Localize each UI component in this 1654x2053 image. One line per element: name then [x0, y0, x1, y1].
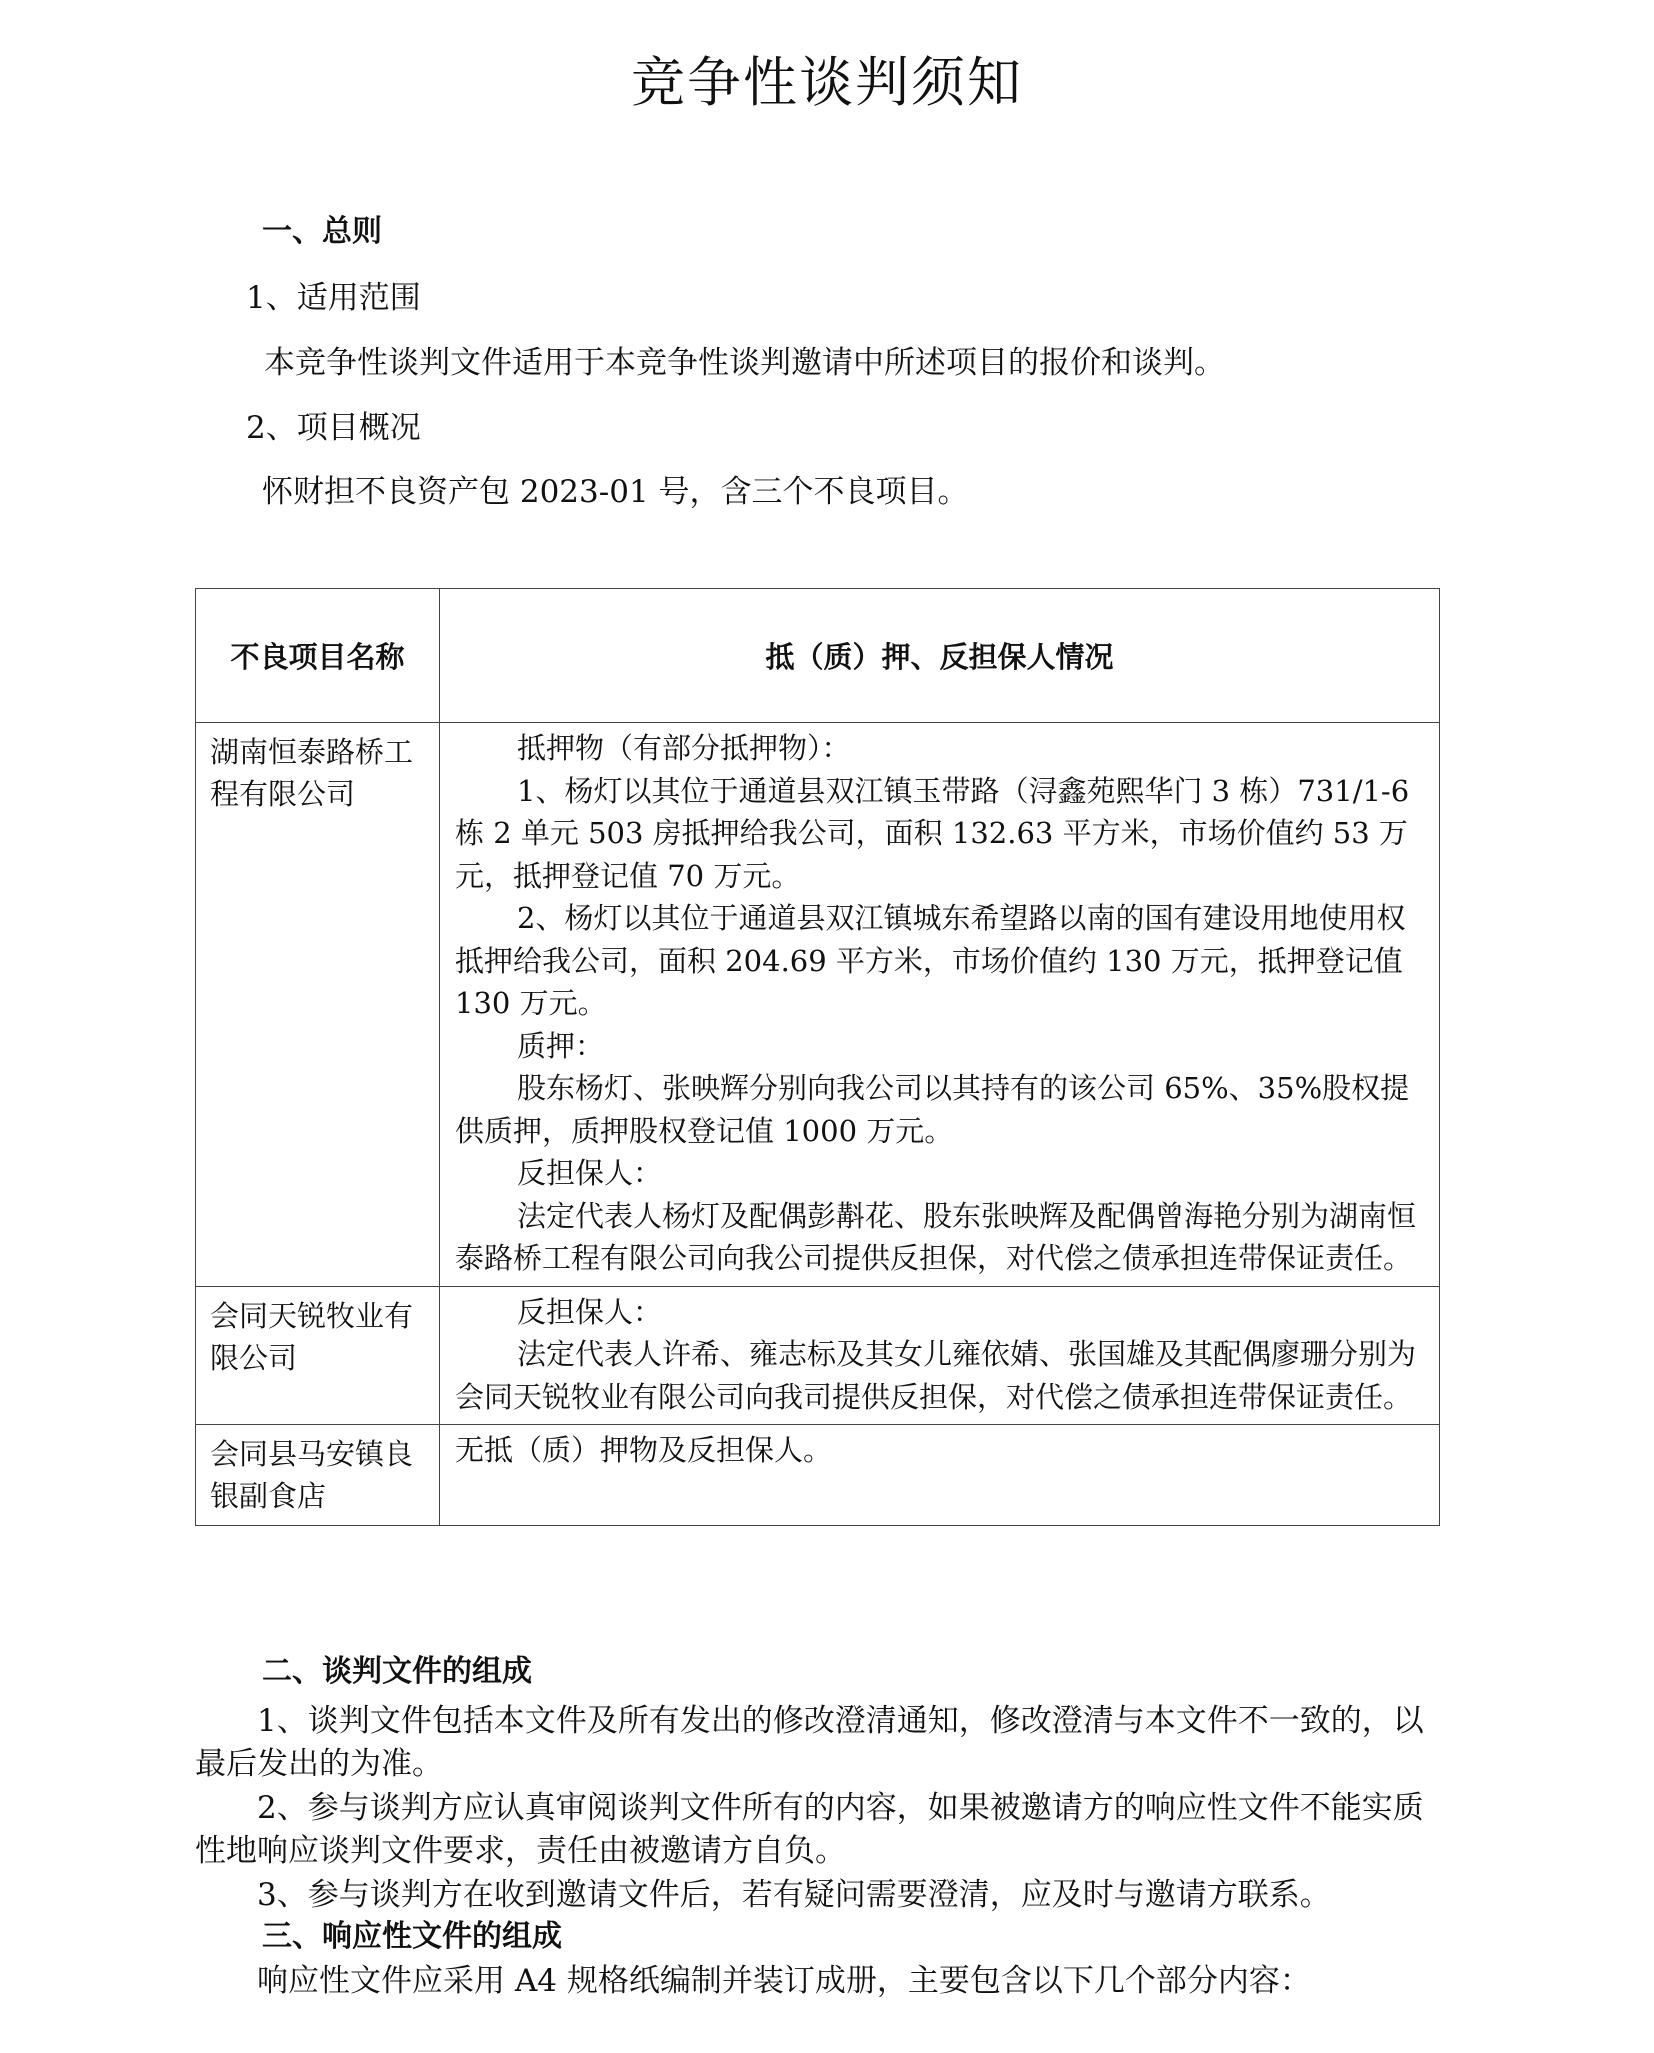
collateral-detail-cell [440, 723, 1440, 1287]
section1-item2-text: 怀财担不良资产包 2023-01 号，含三个不良项目。 [262, 474, 969, 510]
detail-paragraph: 无抵（质）押物及反担保人。 [455, 1433, 833, 1467]
section1-item1-text: 本竞争性谈判文件适用于本竞争性谈判邀请中所述项目的报价和谈判。 [264, 345, 1225, 381]
table-row [196, 1286, 1440, 1425]
column-header-project-name: 不良项目名称 [196, 589, 440, 723]
table-row [196, 723, 1440, 1287]
section2-heading: 二、谈判文件的组成 [262, 1654, 532, 1689]
detail-paragraph: 抵押物（有部分抵押物）： [517, 731, 851, 765]
project-name-cell: 会同县马安镇良银副食店 [196, 1425, 440, 1526]
collateral-detail-cell [440, 1286, 1440, 1425]
collateral-detail-cell [440, 1425, 1440, 1526]
detail-paragraph: 反担保人： [517, 1294, 663, 1329]
project-name-cell: 会同天锐牧业有限公司 [196, 1286, 440, 1425]
page-title: 竞争性谈判须知 [631, 51, 1023, 114]
table-header-row [196, 589, 1440, 723]
section3-heading: 三、响应性文件的组成 [262, 1919, 562, 1954]
project-name-cell: 湖南恒泰路桥工程有限公司 [196, 723, 440, 1287]
detail-paragraph: 1、杨灯以其位于通道县双江镇玉带路（浔鑫苑熙华门 3 栋）731/1-6 栋 2 单元 503 房抵押给我公司，面积 132.63 平方米，市场价值约 53 万元，抵押登记值 70 万元。 [455, 773, 1410, 893]
section2-paragraph-2: 2、参与谈判方应认真审阅谈判文件所有的内容，如果被邀请方的响应性文件不能实质性地响应谈判文件要求，责任由被邀请方自负。 [195, 1790, 1424, 1869]
detail-paragraph: 法定代表人许希、雍志标及其女儿雍依婧、张国雄及其配偶廖珊分别为会同天锐牧业有限公司向我司提供反担保，对代偿之债承担连带保证责任。 [455, 1337, 1417, 1414]
section2-paragraph-3: 3、参与谈判方在收到邀请文件后，若有疑问需要澄清，应及时与邀请方联系。 [257, 1877, 1331, 1913]
section1-item2-title: 2、项目概况 [246, 410, 421, 446]
detail-paragraph: 法定代表人杨灯及配偶彭斠花、股东张映辉及配偶曾海艳分别为湖南恒泰路桥工程有限公司向我公司提供反担保，对代偿之债承担连带保证责任。 [455, 1198, 1417, 1275]
table-row [196, 1425, 1440, 1526]
section1-heading: 一、总则 [262, 214, 382, 249]
section1-item1-title: 1、适用范围 [246, 280, 421, 316]
detail-paragraph: 质押： [517, 1028, 605, 1063]
detail-paragraph: 2、杨灯以其位于通道县双江镇城东希望路以南的国有建设用地使用权抵押给我公司，面积 204.69 平方米，市场价值约 130 万元，抵押登记值 130 万元。 [455, 901, 1406, 1020]
collateral-table [195, 588, 1440, 1526]
section2-paragraph-1: 1、谈判文件包括本文件及所有发出的修改澄清通知，修改澄清与本文件不一致的，以最后发出的为准。 [195, 1703, 1424, 1782]
section3-paragraph-1: 响应性文件应采用 A4 规格纸编制并装订成册，主要包含以下几个部分内容： [257, 1963, 1311, 1999]
detail-paragraph: 股东杨灯、张映辉分别向我公司以其持有的该公司 65%、35%股权提供质押，质押股权登记值 1000 万元。 [455, 1071, 1410, 1148]
column-header-collateral: 抵（质）押、反担保人情况 [440, 589, 1440, 723]
detail-paragraph: 反担保人： [517, 1156, 663, 1190]
